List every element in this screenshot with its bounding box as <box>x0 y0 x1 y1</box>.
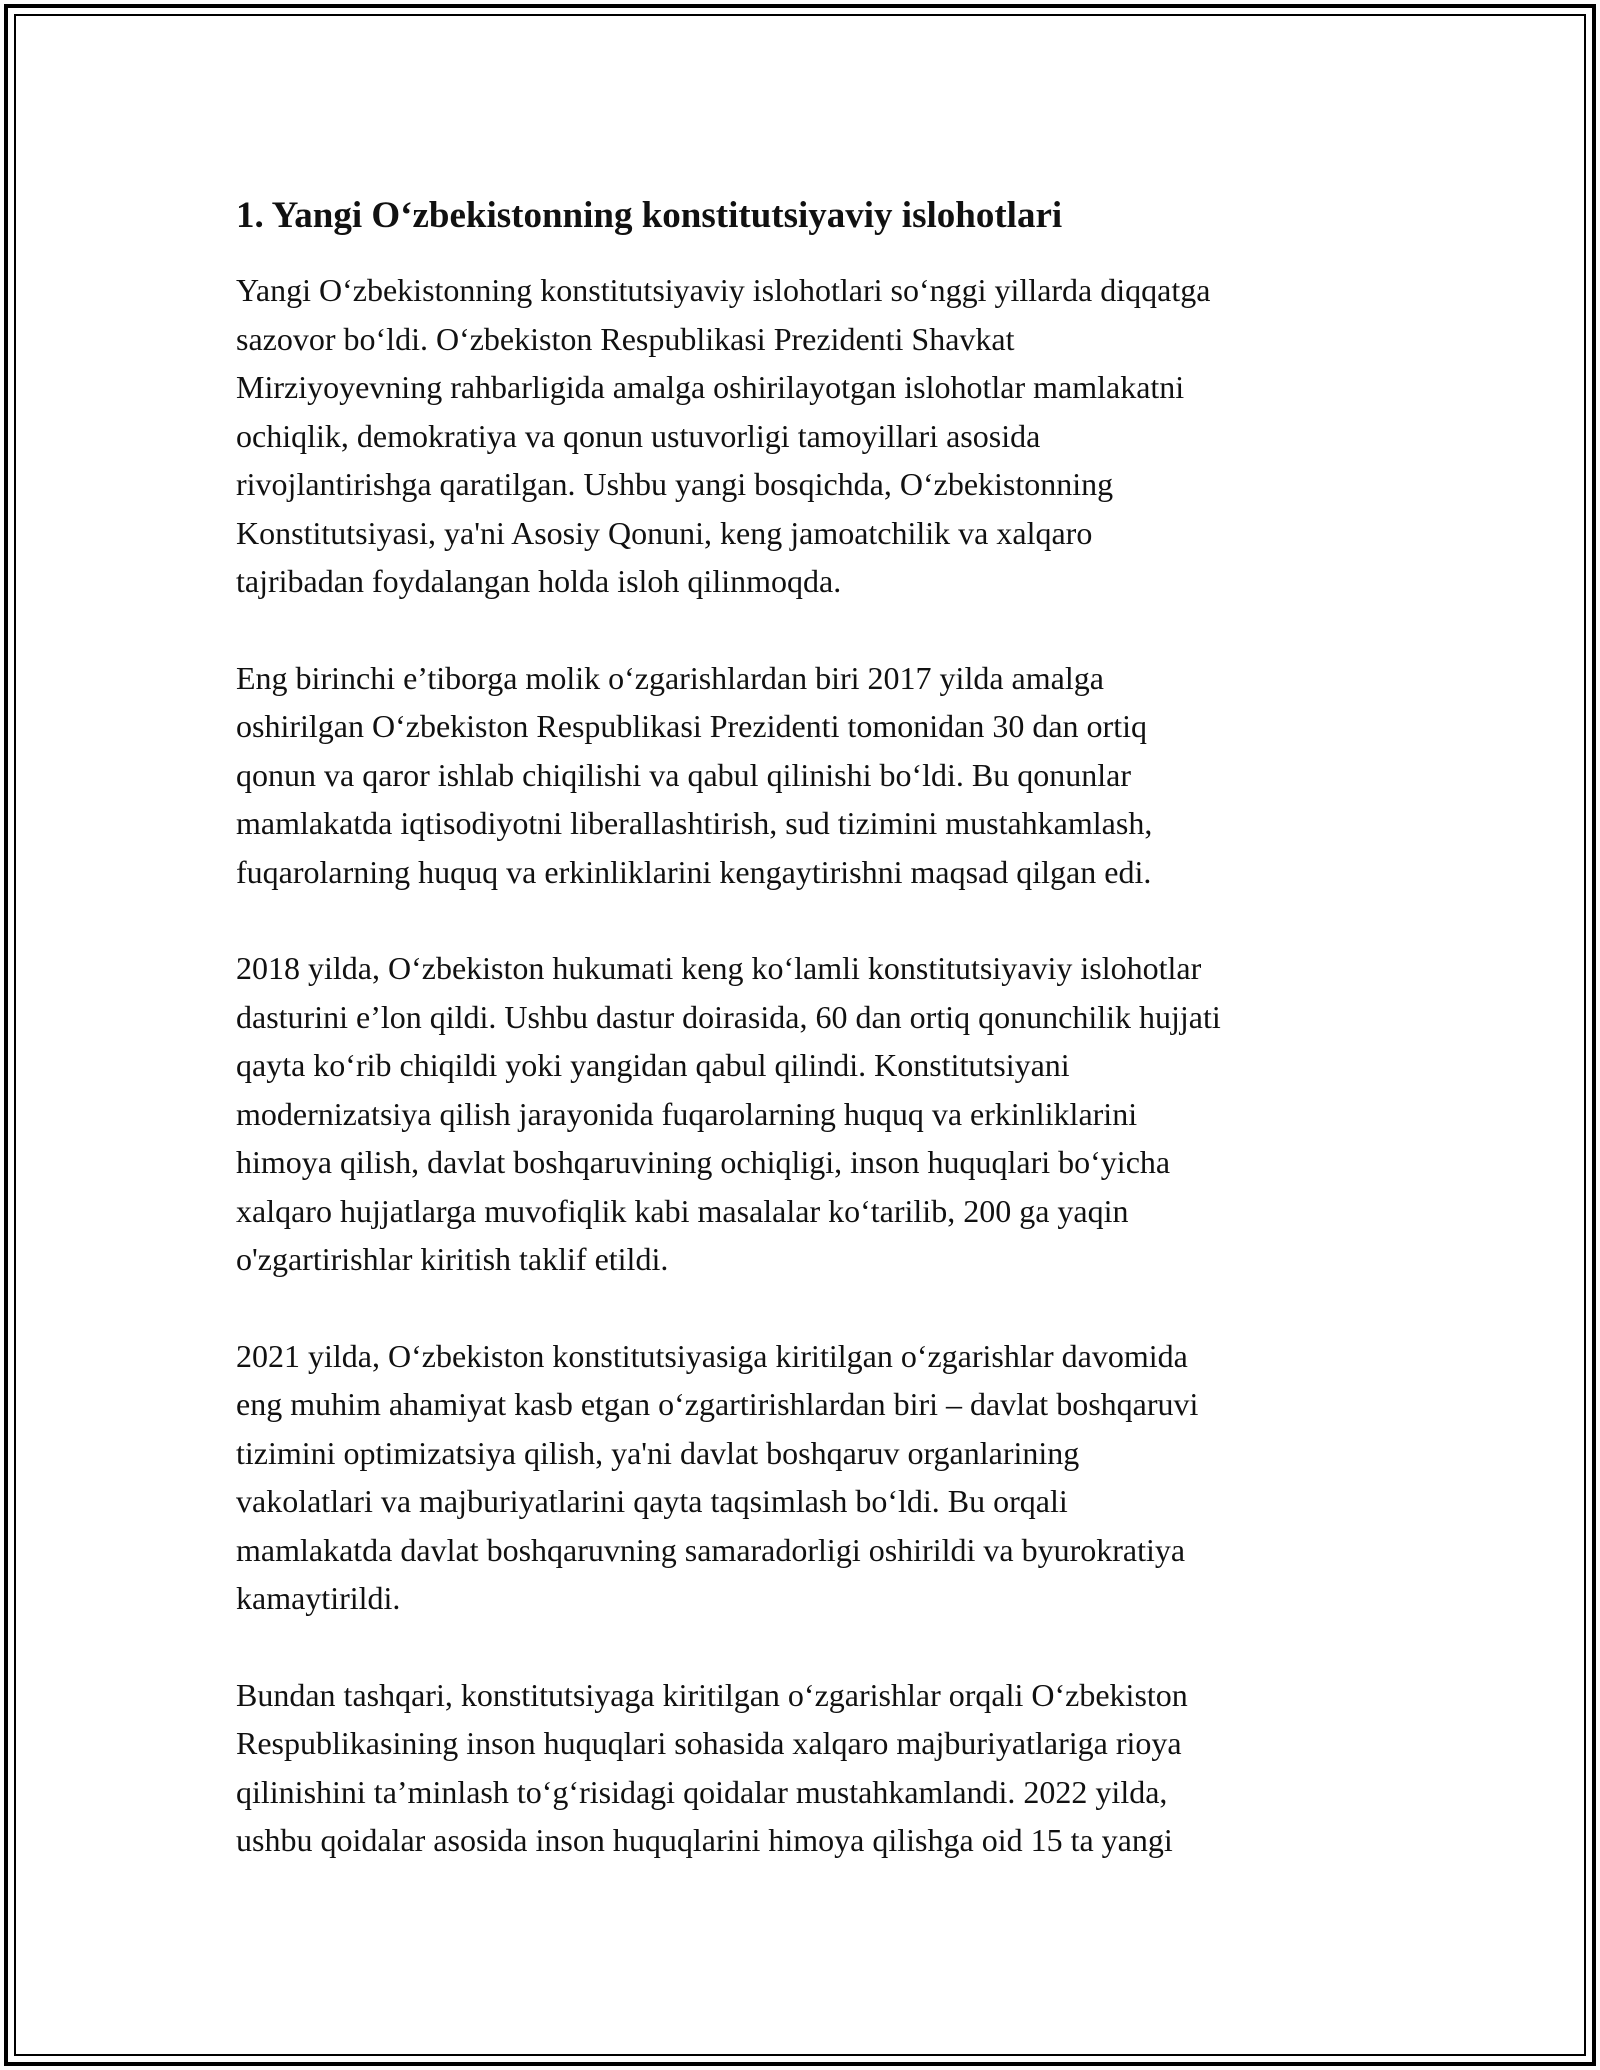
text-line: sazovor bo‘ldi. O‘zbekiston Respublikasi Prezidenti Shavkat <box>236 320 1015 357</box>
text-line: Yangi O‘zbekistonning konstitutsiyaviy islohotlari so‘nggi yillarda diqqatga <box>236 272 1211 308</box>
text-line: Respublikasining inson huquqlari sohasida xalqaro majburiyatlariga rioya <box>236 1725 1182 1761</box>
text-line: Mirziyoyevning rahbarligida amalga oshirilayotgan islohotlar mamlakatni <box>236 369 1185 405</box>
paragraph-2 <box>236 654 1386 897</box>
document-body <box>236 190 1386 1913</box>
text-line: rivojlantirishga qaratilgan. Ushbu yangi bosqichda, O‘zbekistonning <box>236 466 1114 502</box>
text-line: xalqaro hujjatlarga muvofiqlik kabi masalalar ko‘tarilib, 200 ga yaqin <box>236 1192 1129 1229</box>
text-line: Bundan tashqari, konstitutsiyaga kiritilgan o‘zgarishlar orqali O‘zbekiston <box>236 1676 1188 1713</box>
paragraph-3 <box>236 944 1386 1284</box>
text-line: Konstitutsiyasi, ya'ni Asosiy Qonuni, keng jamoatchilik va xalqaro <box>236 514 1093 551</box>
text-line: fuqarolarning huquq va erkinliklarini kengaytirishni maqsad qilgan edi. <box>236 853 1152 890</box>
text-line: mamlakatda iqtisodiyotni liberallashtirish, sud tizimini mustahkamlash, <box>236 805 1153 841</box>
text-line: 2021 yilda, O‘zbekiston konstitutsiyasiga kiritilgan o‘zgarishlar davomida <box>236 1337 1188 1374</box>
text-line: Eng birinchi e’tiborga molik o‘zgarishlardan biri 2017 yilda amalga <box>236 659 1104 696</box>
section-heading: 1. Yangi O‘zbekistonning konstitutsiyaviy islohotlari <box>236 195 1063 236</box>
text-line: qayta ko‘rib chiqildi yoki yangidan qabul qilindi. Konstitutsiyani <box>236 1047 1070 1083</box>
paragraph-4 <box>236 1332 1386 1623</box>
text-line: himoya qilish, davlat boshqaruvining ochiqligi, inson huquqlari bo‘yicha <box>236 1144 1171 1180</box>
text-line: o'zgartirishlar kiritish taklif etildi. <box>236 1241 669 1277</box>
text-line: mamlakatda davlat boshqaruvning samaradorligi oshirildi va byurokratiya <box>236 1531 1186 1568</box>
text-line: kamaytirildi. <box>236 1580 401 1616</box>
text-line: tajribadan foydalangan holda isloh qilinmoqda. <box>236 563 842 599</box>
text-line: qonun va qaror ishlab chiqilishi va qabul qilinishi bo‘ldi. Bu qonunlar <box>236 756 1131 793</box>
text-line: tizimini optimizatsiya qilish, ya'ni davlat boshqaruv organlarining <box>236 1434 1080 1471</box>
text-line: 2018 yilda, O‘zbekiston hukumati keng ko‘lamli konstitutsiyaviy islohotlar <box>236 950 1202 986</box>
text-line: ochiqlik, demokratiya va qonun ustuvorligi tamoyillari asosida <box>236 417 1041 454</box>
text-line: vakolatlari va majburiyatlarini qayta taqsimlash bo‘ldi. Bu orqali <box>236 1483 1068 1519</box>
text-line: qilinishini ta’minlash to‘g‘risidagi qoidalar mustahkamlandi. 2022 yilda, <box>236 1773 1168 1810</box>
text-line: eng muhim ahamiyat kasb etgan o‘zgartirishlardan biri – davlat boshqaruvi <box>236 1386 1199 1422</box>
paragraph-5 <box>236 1671 1386 1865</box>
text-line: oshirilgan O‘zbekiston Respublikasi Prezidenti tomonidan 30 dan ortiq <box>236 708 1147 744</box>
paragraph-1 <box>236 266 1386 606</box>
text-line: dasturini e’lon qildi. Ushbu dastur doirasida, 60 dan ortiq qonunchilik hujjati <box>236 998 1221 1035</box>
text-line: ushbu qoidalar asosida inson huquqlarini himoya qilishga oid 15 ta yangi <box>236 1822 1173 1858</box>
text-line: modernizatsiya qilish jarayonida fuqarolarning huquq va erkinliklarini <box>236 1095 1138 1132</box>
